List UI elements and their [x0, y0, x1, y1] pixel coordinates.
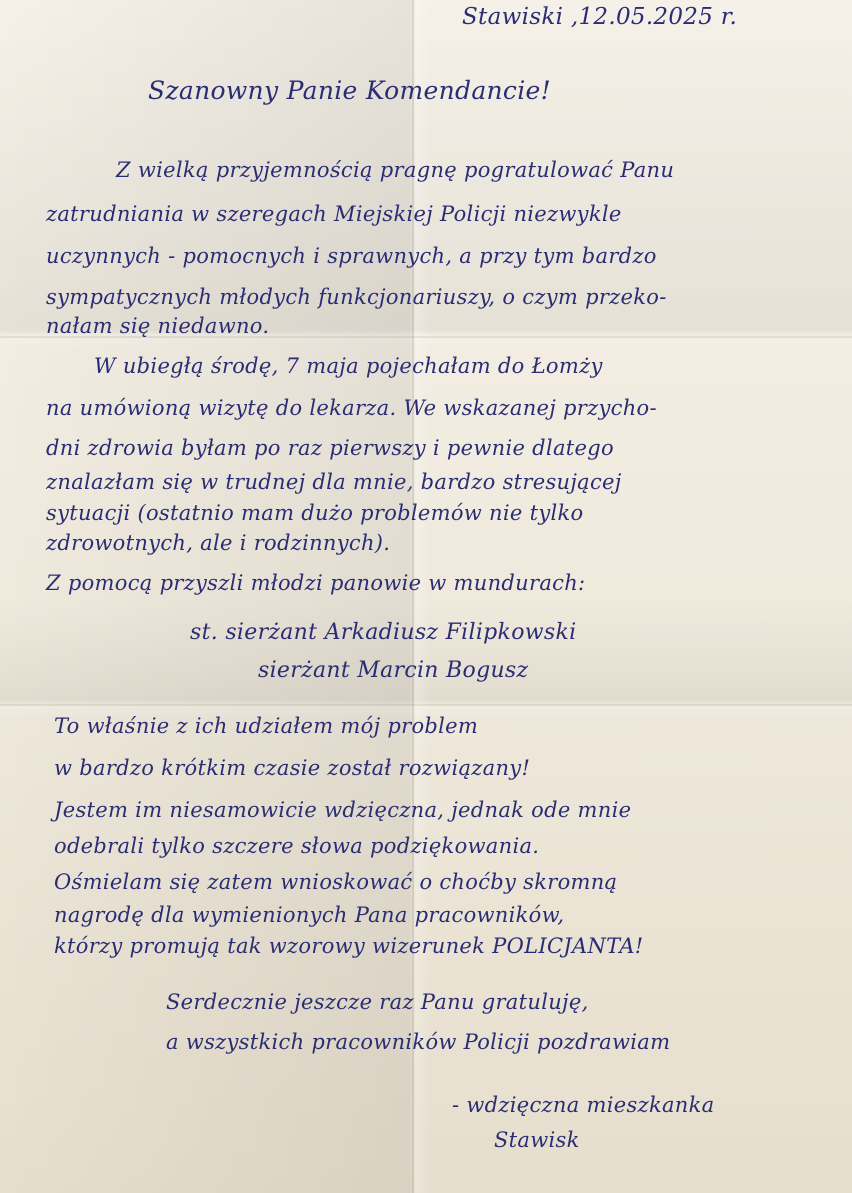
- signature-line-2: Stawisk: [494, 1128, 580, 1152]
- closing-line-2: a wszystkich pracowników Policji pozdrawiam: [166, 1030, 671, 1054]
- officer-name-1: st. sierżant Arkadiusz Filipkowski: [190, 620, 577, 645]
- paragraph3-line-2: w bardzo krótkim czasie został rozwiązany!: [54, 756, 531, 780]
- officer-name-2: sierżant Marcin Bogusz: [258, 658, 529, 683]
- helpers-intro: Z pomocą przyszli młodzi panowie w mundurach:: [46, 571, 586, 595]
- paragraph2-line-5: sytuacji (ostatnio mam dużo problemów nie tylko: [46, 501, 584, 525]
- paper-fold-horizontal-bottom: [0, 704, 852, 706]
- signature-line-1: - wdzięczna mieszkanka: [452, 1093, 715, 1117]
- paragraph3-line-6: nagrodę dla wymienionych Pana pracowników,: [54, 903, 565, 927]
- paragraph2-line-2: na umówioną wizytę do lekarza. We wskazanej przycho-: [46, 396, 657, 420]
- paragraph1-line-2: zatrudniania w szeregach Miejskiej Policji niezwykle: [46, 202, 622, 226]
- paragraph2-line-6: zdrowotnych, ale i rodzinnych).: [46, 531, 391, 555]
- paragraph3-line-5: Ośmielam się zatem wnioskować o choćby skromną: [54, 870, 618, 894]
- paragraph3-line-7: którzy promują tak wzorowy wizerunek POLICJANTA!: [54, 934, 644, 958]
- paragraph3-line-1: To właśnie z ich udziałem mój problem: [54, 714, 479, 738]
- letter-date: Stawiski ,12.05.2025 r.: [462, 4, 738, 30]
- paragraph3-line-3: Jestem im niesamowicie wdzięczna, jednak ode mnie: [54, 798, 632, 822]
- paragraph1-line-3: uczynnych - pomocnych i sprawnych, a przy tym bardzo: [46, 244, 657, 268]
- paragraph3-line-4: odebrali tylko szczere słowa podziękowania.: [54, 834, 540, 858]
- paragraph2-line-4: znalazłam się w trudnej dla mnie, bardzo stresującej: [46, 470, 622, 494]
- letter-salutation: Szanowny Panie Komendancie!: [148, 76, 551, 105]
- paragraph1-line-4: sympatycznych młodych funkcjonariuszy, o czym przeko-: [46, 285, 667, 309]
- paragraph1-line-1: Z wielką przyjemnością pragnę pogratulować Panu: [116, 158, 675, 182]
- paragraph1-line-5: nałam się niedawno.: [46, 314, 270, 338]
- paragraph2-line-1: W ubiegłą środę, 7 maja pojechałam do Łomży: [94, 354, 603, 378]
- closing-line-1: Serdecznie jeszcze raz Panu gratuluję,: [166, 990, 589, 1014]
- paragraph2-line-3: dni zdrowia byłam po raz pierwszy i pewnie dlatego: [46, 436, 614, 460]
